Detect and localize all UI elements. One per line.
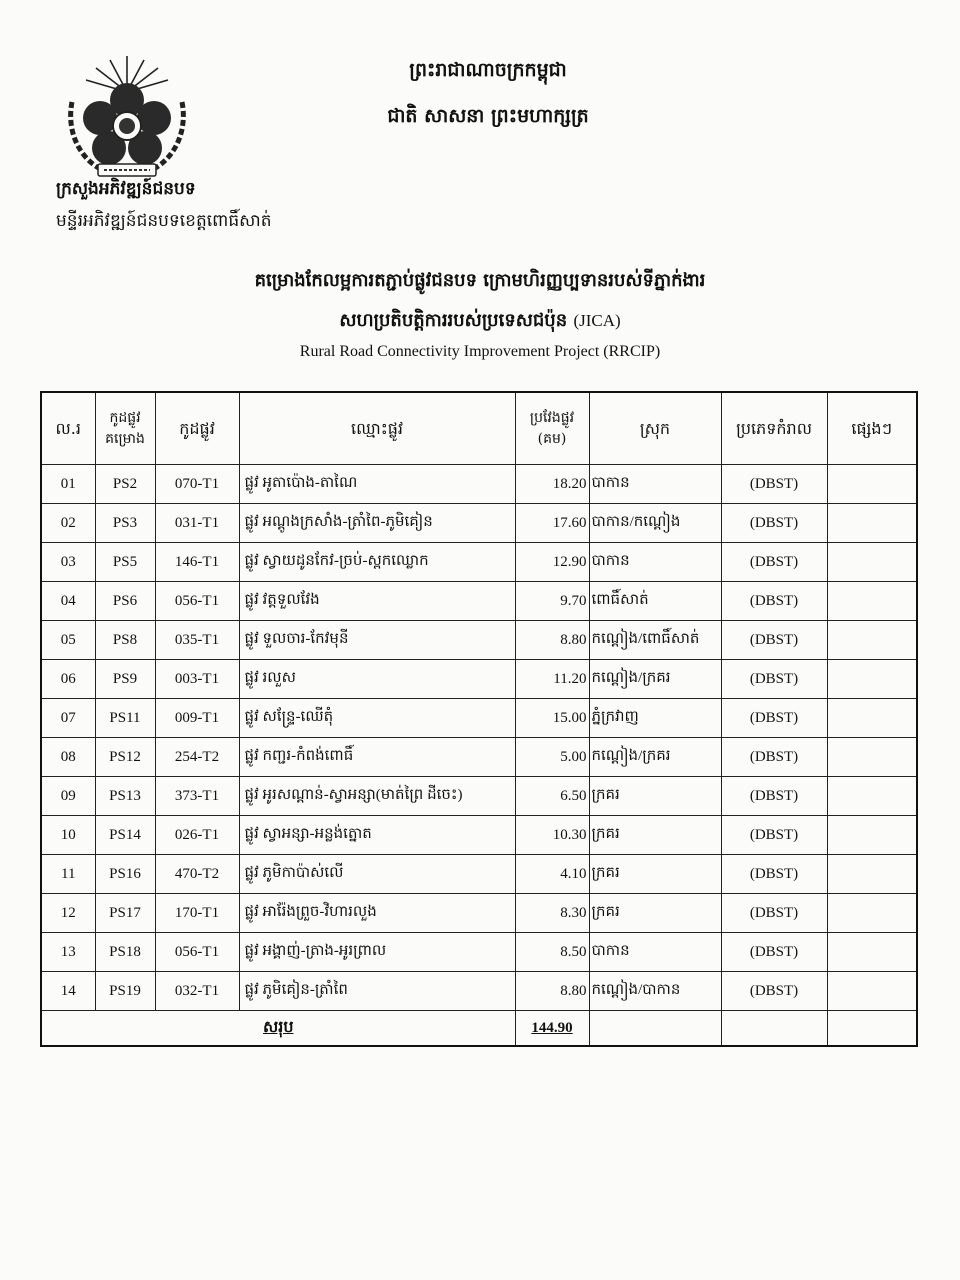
project-title-line2 <box>60 308 900 335</box>
project-title-line1: គម្រោងកែលម្អការតភ្ជាប់ផ្លូវជនបទ ក្រោមហិរញ្ញប្បទានរបស់ទីភ្នាក់ងារ <box>254 270 706 291</box>
road-code: 026-T1 <box>155 816 239 855</box>
road-code: 070-T1 <box>155 465 239 504</box>
total-empty-cell <box>721 1011 827 1047</box>
surface-type: (DBST) <box>721 777 827 816</box>
road-length: 6.50 <box>515 777 589 816</box>
row-number: 08 <box>41 738 95 777</box>
district: កណ្ដៀង/ពោធិ៍សាត់ <box>589 621 721 660</box>
column-header: ប្រវែងផ្លូវ (គម) <box>515 392 589 465</box>
other-notes <box>827 972 917 1011</box>
district: ភ្នំក្រវាញ <box>589 699 721 738</box>
road-length: 9.70 <box>515 582 589 621</box>
table-row <box>41 699 917 738</box>
road-name: ផ្លូវ កញ្ជរ-កំពង់ពោធិ៍ <box>239 738 515 777</box>
other-notes <box>827 933 917 972</box>
road-name: ផ្លូវ អូតាប៉ោង-តាណៃ <box>239 465 515 504</box>
total-empty-cell <box>827 1011 917 1047</box>
road-code: 146-T1 <box>155 543 239 582</box>
district: បាកាន <box>589 543 721 582</box>
district: ក្រគរ <box>589 894 721 933</box>
other-notes <box>827 699 917 738</box>
total-label: សរុប <box>41 1011 515 1047</box>
road-code: 373-T1 <box>155 777 239 816</box>
road-name: ផ្លូវ សន្ទ្រែ-ឈើតុំ <box>239 699 515 738</box>
district: បាកាន <box>589 465 721 504</box>
table-header-row <box>41 392 917 465</box>
table-row <box>41 933 917 972</box>
road-code: 056-T1 <box>155 582 239 621</box>
road-list-table <box>40 391 918 1047</box>
road-code: 035-T1 <box>155 621 239 660</box>
road-code: 056-T1 <box>155 933 239 972</box>
total-length: 144.90 <box>515 1011 589 1047</box>
road-length: 15.00 <box>515 699 589 738</box>
project-code: PS12 <box>95 738 155 777</box>
table-body <box>41 465 917 1011</box>
road-name: ផ្លូវ ភូមិគៀន-ត្រាំពៃ <box>239 972 515 1011</box>
table-row <box>41 582 917 621</box>
row-number: 06 <box>41 660 95 699</box>
project-code: PS11 <box>95 699 155 738</box>
district: ក្រគរ <box>589 816 721 855</box>
surface-type: (DBST) <box>721 855 827 894</box>
project-title-line2-text: សហប្រតិបត្តិការរបស់ប្រទេសជប៉ុន <box>339 310 568 331</box>
row-number: 01 <box>41 465 95 504</box>
district: ពោធិ៍សាត់ <box>589 582 721 621</box>
other-notes <box>827 582 917 621</box>
road-length: 17.60 <box>515 504 589 543</box>
project-code: PS9 <box>95 660 155 699</box>
surface-type: (DBST) <box>721 933 827 972</box>
surface-type: (DBST) <box>721 621 827 660</box>
road-code: 003-T1 <box>155 660 239 699</box>
column-header: ល.រ <box>41 392 95 465</box>
project-code: PS3 <box>95 504 155 543</box>
road-code: 170-T1 <box>155 894 239 933</box>
surface-type: (DBST) <box>721 738 827 777</box>
row-number: 03 <box>41 543 95 582</box>
row-number: 11 <box>41 855 95 894</box>
column-header: កូដផ្លូវគម្រោង <box>95 392 155 465</box>
road-length: 12.90 <box>515 543 589 582</box>
road-code: 031-T1 <box>155 504 239 543</box>
surface-type: (DBST) <box>721 543 827 582</box>
row-number: 04 <box>41 582 95 621</box>
road-code: 009-T1 <box>155 699 239 738</box>
road-length: 8.50 <box>515 933 589 972</box>
surface-type: (DBST) <box>721 660 827 699</box>
table-row <box>41 816 917 855</box>
surface-type: (DBST) <box>721 465 827 504</box>
district: ក្រគរ <box>589 777 721 816</box>
other-notes <box>827 738 917 777</box>
road-name: ផ្លូវ ស្វាអន្សា-អន្លង់ត្នោត <box>239 816 515 855</box>
road-length: 8.80 <box>515 972 589 1011</box>
column-header: ផ្សេងៗ <box>827 392 917 465</box>
project-code: PS14 <box>95 816 155 855</box>
road-code: 032-T1 <box>155 972 239 1011</box>
district: កណ្ដៀង/បាកាន <box>589 972 721 1011</box>
column-header: កូដផ្លូវ <box>155 392 239 465</box>
road-name: ផ្លូវ ស្វាយដូនកែវ-ច្រប់-ស្ពកឈ្លោក <box>239 543 515 582</box>
road-length: 18.20 <box>515 465 589 504</box>
column-header: ឈ្មោះផ្លូវ <box>239 392 515 465</box>
road-code: 470-T2 <box>155 855 239 894</box>
department-name: មន្ទីរអភិវឌ្ឍន៍ជនបទខេត្តពោធិ៍សាត់ <box>56 211 272 231</box>
table-row <box>41 855 917 894</box>
project-code: PS19 <box>95 972 155 1011</box>
other-notes <box>827 855 917 894</box>
table-row <box>41 543 917 582</box>
road-length: 11.20 <box>515 660 589 699</box>
ministry-seal-logo <box>62 52 192 184</box>
project-title-english: Rural Road Connectivity Improvement Project (RRCIP) <box>299 343 661 360</box>
other-notes <box>827 894 917 933</box>
road-name: ផ្លូវ រលួស <box>239 660 515 699</box>
road-name: ផ្លូវ វត្តទួលវែង <box>239 582 515 621</box>
row-number: 12 <box>41 894 95 933</box>
other-notes <box>827 465 917 504</box>
district: ក្រគរ <box>589 855 721 894</box>
road-name: ផ្លូវ អូរសណ្ដាន់-ស្វាអន្សា(មាត់ព្រៃ ដីចេះ) <box>239 777 515 816</box>
table-row <box>41 894 917 933</box>
total-row <box>41 1011 917 1047</box>
road-code: 254-T2 <box>155 738 239 777</box>
road-length: 10.30 <box>515 816 589 855</box>
district: កណ្ដៀង/ក្រគរ <box>589 660 721 699</box>
other-notes <box>827 816 917 855</box>
road-length: 5.00 <box>515 738 589 777</box>
row-number: 13 <box>41 933 95 972</box>
project-code: PS16 <box>95 855 155 894</box>
road-name: ផ្លូវ អង្គាញ់-ត្រាង-អូរព្រាល <box>239 933 515 972</box>
table-row <box>41 465 917 504</box>
road-name: ផ្លូវ ភូមិកាប៉ាស់លើ <box>239 855 515 894</box>
total-empty-cell <box>589 1011 721 1047</box>
road-name: ផ្លូវ អារ៉ែងព្រួច-វិហារលួង <box>239 894 515 933</box>
row-number: 14 <box>41 972 95 1011</box>
project-code: PS6 <box>95 582 155 621</box>
project-code: PS17 <box>95 894 155 933</box>
table-row <box>41 621 917 660</box>
row-number: 10 <box>41 816 95 855</box>
district: បាកាន/កណ្ដៀង <box>589 504 721 543</box>
row-number: 09 <box>41 777 95 816</box>
surface-type: (DBST) <box>721 582 827 621</box>
district: បាកាន <box>589 933 721 972</box>
road-length: 8.80 <box>515 621 589 660</box>
surface-type: (DBST) <box>721 699 827 738</box>
row-number: 07 <box>41 699 95 738</box>
column-header: ប្រភេទកំរាល <box>721 392 827 465</box>
other-notes <box>827 777 917 816</box>
surface-type: (DBST) <box>721 504 827 543</box>
road-length: 4.10 <box>515 855 589 894</box>
project-code: PS8 <box>95 621 155 660</box>
table-row <box>41 660 917 699</box>
project-code: PS2 <box>95 465 155 504</box>
other-notes <box>827 660 917 699</box>
road-name: ផ្លូវ ទួលចារ-កែវមុនី <box>239 621 515 660</box>
surface-type: (DBST) <box>721 816 827 855</box>
ministry-name: ក្រសួងអភិវឌ្ឍន៍ជនបទ <box>56 179 196 199</box>
road-name: ផ្លូវ អណ្ដូងក្រសាំង-ត្រាំពៃ-ភូមិគៀន <box>239 504 515 543</box>
table-row <box>41 777 917 816</box>
project-code: PS13 <box>95 777 155 816</box>
table-row <box>41 738 917 777</box>
surface-type: (DBST) <box>721 972 827 1011</box>
row-number: 05 <box>41 621 95 660</box>
project-code: PS18 <box>95 933 155 972</box>
national-motto: ជាតិ សាសនា ព្រះមហាក្សត្រ <box>387 105 589 127</box>
project-title-abbr: (JICA) <box>573 311 621 330</box>
other-notes <box>827 543 917 582</box>
kingdom-heading: ព្រះរាជាណាចក្រកម្ពុជា <box>409 59 567 81</box>
other-notes <box>827 504 917 543</box>
table-row <box>41 972 917 1011</box>
surface-type: (DBST) <box>721 894 827 933</box>
other-notes <box>827 621 917 660</box>
row-number: 02 <box>41 504 95 543</box>
project-code: PS5 <box>95 543 155 582</box>
road-length: 8.30 <box>515 894 589 933</box>
district: កណ្ដៀង/ក្រគរ <box>589 738 721 777</box>
table-row <box>41 504 917 543</box>
column-header: ស្រុក <box>589 392 721 465</box>
